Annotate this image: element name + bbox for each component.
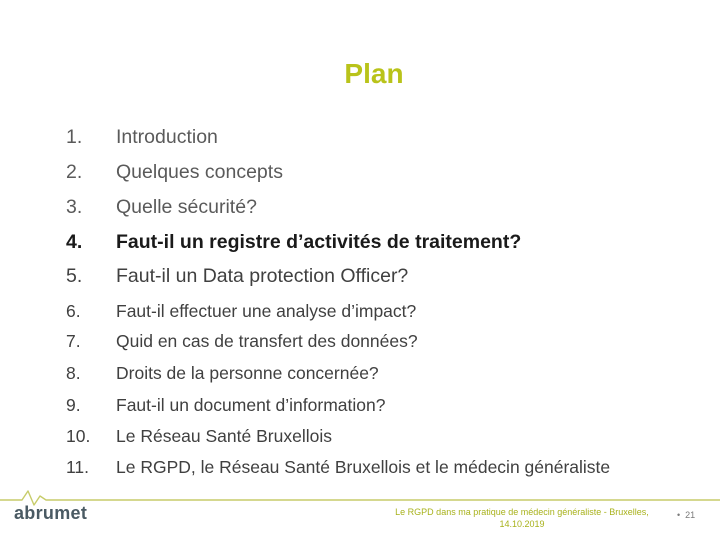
agenda-item-text: Faut-il un registre d’activités de traitement? <box>116 231 522 253</box>
agenda-item-number: 7. <box>66 331 81 351</box>
footer-caption-line2: 14.10.2019 <box>499 519 545 529</box>
footer-caption <box>372 506 672 530</box>
agenda-item-number: 1. <box>66 126 83 148</box>
agenda-item-number: 3. <box>66 196 83 218</box>
agenda-item-text: Quelques concepts <box>116 161 283 183</box>
agenda-item-text: Le Réseau Santé Bruxellois <box>116 426 332 446</box>
agenda-item-text: Droits de la personne concernée? <box>116 363 379 383</box>
agenda-item-text: Le RGPD, le Réseau Santé Bruxellois et le médecin généraliste <box>116 457 611 477</box>
agenda-item-number: 6. <box>66 301 81 321</box>
page-number <box>677 510 695 520</box>
agenda-item-number: 4. <box>66 231 83 253</box>
agenda-item-text: Faut-il un document d’information? <box>116 395 386 415</box>
agenda-item-text: Faut-il effectuer une analyse d’impact? <box>116 301 417 321</box>
agenda-item-number: 8. <box>66 363 81 383</box>
agenda-item-number: 11. <box>66 457 90 477</box>
slide-title: Plan <box>344 58 404 89</box>
page-number-value: 21 <box>685 510 696 520</box>
agenda-item-number: 2. <box>66 161 83 183</box>
agenda-item-text: Introduction <box>116 126 218 148</box>
agenda-item-text: Quid en cas de transfert des données? <box>116 331 418 351</box>
agenda-item-number: 9. <box>66 395 81 415</box>
agenda-item-text: Faut-il un Data protection Officer? <box>116 265 409 287</box>
agenda-item-text: Quelle sécurité? <box>116 196 257 218</box>
page-number-bullet: • <box>677 510 681 520</box>
abrumet-logo: abrumet <box>14 503 88 523</box>
agenda-item-number: 10. <box>66 426 91 446</box>
agenda-item-number: 5. <box>66 265 83 287</box>
footer-caption-line1: Le RGPD dans ma pratique de médecin généraliste - Bruxelles, <box>395 507 649 517</box>
